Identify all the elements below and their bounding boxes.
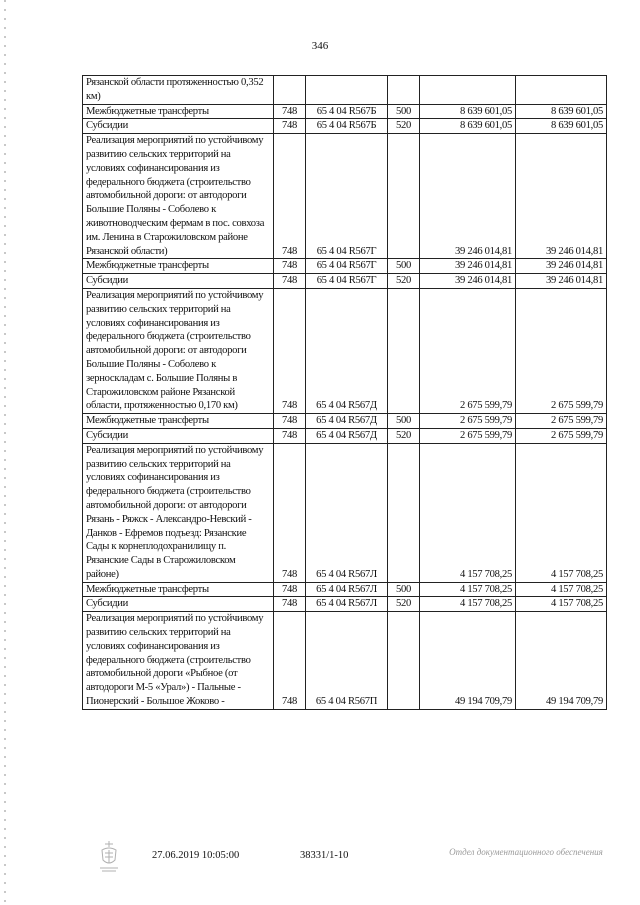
- table-row: [83, 119, 607, 134]
- row-name-cell: Реализация мероприятий по устойчивому развитию сельских территорий на условиях софинансирования из федерального бюджета (строительство автомобильной дороги: от автодороги Большие Поляны - Соболево к животноводческим фермам в пос. совхоза им. Ленина в Старожиловском районе Рязанской области): [83, 134, 274, 259]
- row-target-article-cell: 65 4 04 R567Б: [306, 104, 388, 119]
- row-name-cell: Межбюджетные трансферты: [83, 414, 274, 429]
- row-ministry-code-cell: 748: [274, 582, 306, 597]
- row-expense-type-cell: 520: [388, 119, 420, 134]
- row-target-article-cell: 65 4 04 R567Л: [306, 597, 388, 612]
- row-target-article-cell: 65 4 04 R567Д: [306, 288, 388, 413]
- row-amount-2-cell: 4 157 708,25: [516, 582, 607, 597]
- row-expense-type-cell: 500: [388, 414, 420, 429]
- row-expense-type-cell: [388, 443, 420, 582]
- row-expense-type-cell: 500: [388, 259, 420, 274]
- row-name-cell: Субсидии: [83, 274, 274, 289]
- row-amount-1-cell: 2 675 599,79: [420, 428, 516, 443]
- row-amount-2-cell: 2 675 599,79: [516, 288, 607, 413]
- row-amount-2-cell: [516, 76, 607, 105]
- table-row: [83, 428, 607, 443]
- budget-table: [82, 75, 607, 710]
- table-row: [83, 288, 607, 413]
- row-name-cell: Субсидии: [83, 119, 274, 134]
- row-name-cell: Межбюджетные трансферты: [83, 582, 274, 597]
- table-row: [83, 443, 607, 582]
- scan-edge-artifact: [4, 0, 6, 905]
- row-ministry-code-cell: 748: [274, 104, 306, 119]
- row-target-article-cell: [306, 76, 388, 105]
- table-row: [83, 597, 607, 612]
- row-target-article-cell: 65 4 04 R567Г: [306, 134, 388, 259]
- row-expense-type-cell: 520: [388, 428, 420, 443]
- row-amount-1-cell: [420, 76, 516, 105]
- row-ministry-code-cell: 748: [274, 119, 306, 134]
- row-ministry-code-cell: 748: [274, 274, 306, 289]
- row-ministry-code-cell: 748: [274, 597, 306, 612]
- row-ministry-code-cell: 748: [274, 428, 306, 443]
- row-ministry-code-cell: [274, 76, 306, 105]
- table-row: [83, 259, 607, 274]
- row-target-article-cell: 65 4 04 R567П: [306, 612, 388, 710]
- row-amount-1-cell: 4 157 708,25: [420, 443, 516, 582]
- table-row: [83, 274, 607, 289]
- row-expense-type-cell: 520: [388, 274, 420, 289]
- row-expense-type-cell: [388, 288, 420, 413]
- table-row: [83, 104, 607, 119]
- row-expense-type-cell: [388, 76, 420, 105]
- row-target-article-cell: 65 4 04 R567Л: [306, 443, 388, 582]
- row-amount-1-cell: 4 157 708,25: [420, 582, 516, 597]
- row-amount-2-cell: 49 194 709,79: [516, 612, 607, 710]
- table-row: [83, 612, 607, 710]
- row-target-article-cell: 65 4 04 R567Б: [306, 119, 388, 134]
- row-amount-2-cell: 39 246 014,81: [516, 259, 607, 274]
- footer-datetime: 27.06.2019 10:05:00: [152, 850, 240, 861]
- row-amount-1-cell: 2 675 599,79: [420, 414, 516, 429]
- row-expense-type-cell: 500: [388, 582, 420, 597]
- row-name-cell: Реализация мероприятий по устойчивому развитию сельских территорий на условиях софинансирования из федерального бюджета (строительство автомобильной дороги «Рыбное (от автодороги М-5 «Урал») - Пальные - Пионерский - Большое Жоково -: [83, 612, 274, 710]
- footer-doc-id: 38331/1-10: [300, 850, 349, 861]
- table-row: [83, 76, 607, 105]
- row-expense-type-cell: [388, 612, 420, 710]
- row-amount-2-cell: 4 157 708,25: [516, 597, 607, 612]
- row-name-cell: Субсидии: [83, 597, 274, 612]
- row-name-cell: Рязанской области протяженностью 0,352 км): [83, 76, 274, 105]
- table-row: [83, 134, 607, 259]
- row-name-cell: Реализация мероприятий по устойчивому развитию сельских территорий на условиях софинансирования из федерального бюджета (строительство автомобильной дороги: от автодороги Рязань - Ряжск - Александро-Невский - Данков - Ефремов подъезд: Рязанские Сады к корнеплодохранилищу п. Рязанские Сады в Старожиловском районе): [83, 443, 274, 582]
- row-name-cell: Реализация мероприятий по устойчивому развитию сельских территорий на условиях софинансирования из федерального бюджета (строительство автомобильной дороги: от автодороги Большие Поляны - Соболево к зерноскладам с. Большие Поляны в Старожиловском районе Рязанской области, протяженностью 0,170 км): [83, 288, 274, 413]
- row-expense-type-cell: 520: [388, 597, 420, 612]
- row-target-article-cell: 65 4 04 R567Л: [306, 582, 388, 597]
- row-ministry-code-cell: 748: [274, 414, 306, 429]
- emblem-icon: [96, 838, 122, 872]
- row-amount-2-cell: 4 157 708,25: [516, 443, 607, 582]
- table-body: [83, 76, 607, 710]
- table-row: [83, 582, 607, 597]
- table-row: [83, 414, 607, 429]
- row-ministry-code-cell: 748: [274, 288, 306, 413]
- row-amount-1-cell: 4 157 708,25: [420, 597, 516, 612]
- row-amount-2-cell: 2 675 599,79: [516, 414, 607, 429]
- row-amount-2-cell: 2 675 599,79: [516, 428, 607, 443]
- row-target-article-cell: 65 4 04 R567Д: [306, 414, 388, 429]
- row-name-cell: Межбюджетные трансферты: [83, 259, 274, 274]
- row-ministry-code-cell: 748: [274, 134, 306, 259]
- row-amount-1-cell: 8 639 601,05: [420, 104, 516, 119]
- row-amount-2-cell: 39 246 014,81: [516, 134, 607, 259]
- row-name-cell: Межбюджетные трансферты: [83, 104, 274, 119]
- row-amount-1-cell: 49 194 709,79: [420, 612, 516, 710]
- row-target-article-cell: 65 4 04 R567Г: [306, 259, 388, 274]
- row-expense-type-cell: [388, 134, 420, 259]
- row-target-article-cell: 65 4 04 R567Д: [306, 428, 388, 443]
- row-amount-2-cell: 8 639 601,05: [516, 119, 607, 134]
- page-number: 346: [311, 40, 329, 52]
- row-amount-1-cell: 39 246 014,81: [420, 274, 516, 289]
- row-ministry-code-cell: 748: [274, 259, 306, 274]
- row-ministry-code-cell: 748: [274, 612, 306, 710]
- row-amount-1-cell: 8 639 601,05: [420, 119, 516, 134]
- row-amount-1-cell: 39 246 014,81: [420, 259, 516, 274]
- row-amount-1-cell: 2 675 599,79: [420, 288, 516, 413]
- row-expense-type-cell: 500: [388, 104, 420, 119]
- row-ministry-code-cell: 748: [274, 443, 306, 582]
- row-name-cell: Субсидии: [83, 428, 274, 443]
- row-amount-2-cell: 8 639 601,05: [516, 104, 607, 119]
- row-amount-1-cell: 39 246 014,81: [420, 134, 516, 259]
- row-target-article-cell: 65 4 04 R567Г: [306, 274, 388, 289]
- document-stamp: Отдел документационного обеспечения: [449, 847, 603, 857]
- row-amount-2-cell: 39 246 014,81: [516, 274, 607, 289]
